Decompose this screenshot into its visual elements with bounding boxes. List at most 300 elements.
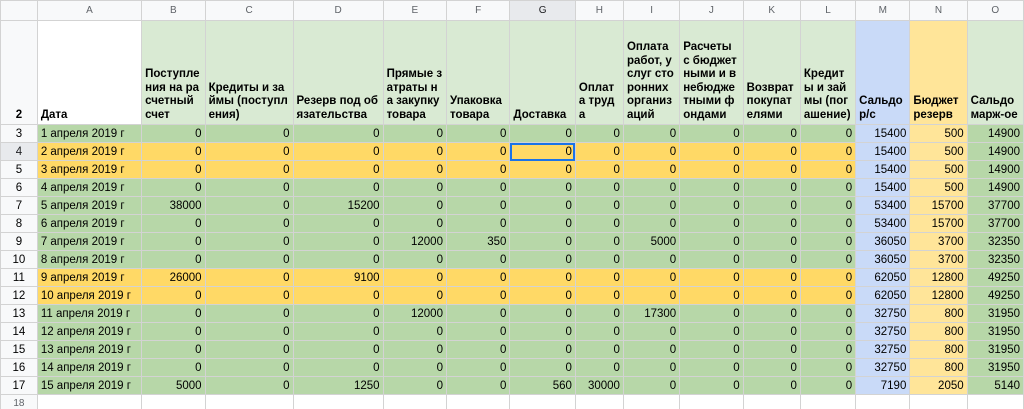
column-header-g[interactable]: G: [510, 1, 575, 21]
cell-f[interactable]: 0: [446, 323, 509, 341]
cell-i[interactable]: [623, 395, 679, 409]
cell-d[interactable]: 0: [293, 179, 383, 197]
header-cell-m[interactable]: Сальдо р/с: [856, 21, 910, 125]
table-row: [1, 359, 1024, 377]
cell-o[interactable]: 14900: [967, 143, 1023, 161]
cell-i[interactable]: 0: [623, 323, 679, 341]
cell-j[interactable]: 0: [680, 161, 743, 179]
cell-g[interactable]: 0: [510, 341, 575, 359]
cell-k[interactable]: 0: [743, 143, 800, 161]
column-header-e[interactable]: E: [383, 1, 446, 21]
cell-a[interactable]: 13 апреля 2019 г: [37, 341, 141, 359]
cell-c[interactable]: 0: [205, 161, 293, 179]
cell-j[interactable]: 0: [680, 125, 743, 143]
cell-b[interactable]: 5000: [142, 377, 205, 395]
cell-c[interactable]: 0: [205, 251, 293, 269]
cell-n[interactable]: 500: [910, 125, 967, 143]
cell-a[interactable]: 5 апреля 2019 г: [37, 197, 141, 215]
column-header-a[interactable]: A: [37, 1, 141, 21]
cell-j[interactable]: 0: [680, 269, 743, 287]
cell-i[interactable]: 0: [623, 359, 679, 377]
cell-f[interactable]: 0: [446, 197, 509, 215]
cell-h[interactable]: 0: [575, 143, 623, 161]
cell-k[interactable]: 0: [743, 251, 800, 269]
cell-c[interactable]: 0: [205, 305, 293, 323]
header-cell-k[interactable]: Возврат покупателями: [743, 21, 800, 125]
cell-l[interactable]: 0: [800, 359, 855, 377]
cell-d[interactable]: 0: [293, 161, 383, 179]
cell-m[interactable]: 15400: [856, 161, 910, 179]
cell-l[interactable]: 0: [800, 323, 855, 341]
column-header-row: [1, 1, 1024, 21]
cell-g[interactable]: 0: [510, 143, 575, 161]
row-number[interactable]: 7: [1, 197, 38, 215]
cell-g[interactable]: 0: [510, 233, 575, 251]
cell-m[interactable]: [856, 395, 910, 409]
cell-h[interactable]: 0: [575, 269, 623, 287]
cell-h[interactable]: 0: [575, 359, 623, 377]
cell-a[interactable]: 3 апреля 2019 г: [37, 161, 141, 179]
cell-n[interactable]: 12800: [910, 269, 967, 287]
cell-i[interactable]: 0: [623, 179, 679, 197]
header-cell-l[interactable]: Кредиты и займы (погашение): [800, 21, 855, 125]
cell-n[interactable]: 800: [910, 359, 967, 377]
cell-m[interactable]: 53400: [856, 197, 910, 215]
cell-i[interactable]: 5000: [623, 233, 679, 251]
cell-d[interactable]: 9100: [293, 269, 383, 287]
column-header-c[interactable]: C: [205, 1, 293, 21]
cell-d[interactable]: 15200: [293, 197, 383, 215]
cell-l[interactable]: 0: [800, 125, 855, 143]
row-number[interactable]: 18: [1, 395, 38, 409]
table-row: [1, 251, 1024, 269]
cell-h[interactable]: 0: [575, 233, 623, 251]
cell-a[interactable]: 11 апреля 2019 г: [37, 305, 141, 323]
cell-h[interactable]: 0: [575, 161, 623, 179]
cell-n[interactable]: 2050: [910, 377, 967, 395]
table-row: [1, 323, 1024, 341]
cell-k[interactable]: 0: [743, 125, 800, 143]
cell-k[interactable]: 0: [743, 341, 800, 359]
cell-l[interactable]: 0: [800, 161, 855, 179]
cell-h[interactable]: 0: [575, 323, 623, 341]
cell-i[interactable]: 0: [623, 197, 679, 215]
cell-f[interactable]: 0: [446, 161, 509, 179]
cell-k[interactable]: 0: [743, 269, 800, 287]
cell-n[interactable]: 800: [910, 341, 967, 359]
cell-h[interactable]: 0: [575, 305, 623, 323]
row-number[interactable]: 13: [1, 305, 38, 323]
cell-d[interactable]: 0: [293, 233, 383, 251]
cell-c[interactable]: 0: [205, 269, 293, 287]
cell-k[interactable]: 0: [743, 233, 800, 251]
cell-m[interactable]: 36050: [856, 233, 910, 251]
cell-g[interactable]: [510, 395, 575, 409]
cell-o[interactable]: 31950: [967, 359, 1023, 377]
cell-f[interactable]: 0: [446, 251, 509, 269]
cell-a[interactable]: 12 апреля 2019 г: [37, 323, 141, 341]
cell-l[interactable]: 0: [800, 269, 855, 287]
cell-d[interactable]: 0: [293, 215, 383, 233]
cell-b[interactable]: 0: [142, 161, 205, 179]
cell-b[interactable]: 0: [142, 323, 205, 341]
cell-j[interactable]: 0: [680, 305, 743, 323]
cell-m[interactable]: 32750: [856, 359, 910, 377]
row-number[interactable]: 11: [1, 269, 38, 287]
cell-m[interactable]: 7190: [856, 377, 910, 395]
cell-c[interactable]: 0: [205, 359, 293, 377]
cell-a[interactable]: 7 апреля 2019 г: [37, 233, 141, 251]
cell-g[interactable]: 0: [510, 215, 575, 233]
cell-i[interactable]: 0: [623, 287, 679, 305]
header-cell-n[interactable]: Бюджет резерв: [910, 21, 967, 125]
cell-d[interactable]: 0: [293, 251, 383, 269]
cell-b[interactable]: 38000: [142, 197, 205, 215]
row-number[interactable]: 15: [1, 341, 38, 359]
cell-k[interactable]: 0: [743, 359, 800, 377]
cell-i[interactable]: 0: [623, 269, 679, 287]
cell-o[interactable]: 14900: [967, 161, 1023, 179]
cell-b[interactable]: 0: [142, 233, 205, 251]
cell-h[interactable]: 0: [575, 179, 623, 197]
cell-o[interactable]: 31950: [967, 323, 1023, 341]
cell-e[interactable]: 0: [383, 143, 446, 161]
cell-d[interactable]: 0: [293, 341, 383, 359]
cell-l[interactable]: 0: [800, 215, 855, 233]
cell-c[interactable]: 0: [205, 143, 293, 161]
cell-j[interactable]: 0: [680, 197, 743, 215]
cell-a[interactable]: 6 апреля 2019 г: [37, 215, 141, 233]
cell-f[interactable]: 0: [446, 305, 509, 323]
cell-m[interactable]: 62050: [856, 269, 910, 287]
row-number[interactable]: 17: [1, 377, 38, 395]
cell-m[interactable]: 53400: [856, 215, 910, 233]
cell-n[interactable]: 800: [910, 305, 967, 323]
header-cell-j[interactable]: Расчеты с бюджетными и внебюджетными фондами: [680, 21, 743, 125]
cell-e[interactable]: 12000: [383, 305, 446, 323]
cell-o[interactable]: 32350: [967, 251, 1023, 269]
cell-e[interactable]: 0: [383, 323, 446, 341]
table-row: [1, 233, 1024, 251]
cell-g[interactable]: 0: [510, 287, 575, 305]
cell-k[interactable]: 0: [743, 323, 800, 341]
column-header-n[interactable]: N: [910, 1, 967, 21]
row-number[interactable]: 4: [1, 143, 38, 161]
cell-l[interactable]: 0: [800, 233, 855, 251]
header-cell-e[interactable]: Прямые затраты на закупку товара: [383, 21, 446, 125]
cell-c[interactable]: 0: [205, 215, 293, 233]
cell-k[interactable]: 0: [743, 161, 800, 179]
column-header-i[interactable]: I: [623, 1, 679, 21]
cell-b[interactable]: 0: [142, 341, 205, 359]
header-cell-b[interactable]: Поступления на расчетный счет: [142, 21, 205, 125]
cell-j[interactable]: 0: [680, 287, 743, 305]
column-header-k[interactable]: K: [743, 1, 800, 21]
cell-e[interactable]: 0: [383, 377, 446, 395]
cell-c[interactable]: 0: [205, 125, 293, 143]
cell-d[interactable]: 1250: [293, 377, 383, 395]
cell-h[interactable]: 0: [575, 215, 623, 233]
cell-a[interactable]: [37, 395, 141, 409]
row-number[interactable]: 9: [1, 233, 38, 251]
cell-c[interactable]: [205, 395, 293, 409]
cell-e[interactable]: [383, 395, 446, 409]
cell-d[interactable]: 0: [293, 305, 383, 323]
cell-o[interactable]: 5140: [967, 377, 1023, 395]
cell-o[interactable]: 31950: [967, 341, 1023, 359]
cell-f[interactable]: 0: [446, 341, 509, 359]
cell-m[interactable]: 62050: [856, 287, 910, 305]
header-cell-o[interactable]: Сальдо марж-ое: [967, 21, 1023, 125]
cell-n[interactable]: 500: [910, 143, 967, 161]
cell-f[interactable]: 0: [446, 143, 509, 161]
cell-h[interactable]: 0: [575, 125, 623, 143]
cell-n[interactable]: 500: [910, 179, 967, 197]
cell-d[interactable]: 0: [293, 323, 383, 341]
cell-c[interactable]: 0: [205, 323, 293, 341]
cell-d[interactable]: 0: [293, 287, 383, 305]
cell-j[interactable]: 0: [680, 179, 743, 197]
cell-i[interactable]: 0: [623, 215, 679, 233]
cell-g[interactable]: 0: [510, 161, 575, 179]
header-cell-c[interactable]: Кредиты и займы (поступления): [205, 21, 293, 125]
cell-i[interactable]: 0: [623, 341, 679, 359]
cell-i[interactable]: 0: [623, 161, 679, 179]
cell-h[interactable]: 30000: [575, 377, 623, 395]
table-row: [1, 305, 1024, 323]
cell-e[interactable]: 0: [383, 287, 446, 305]
cell-a[interactable]: 8 апреля 2019 г: [37, 251, 141, 269]
cell-c[interactable]: 0: [205, 341, 293, 359]
cell-a[interactable]: 4 апреля 2019 г: [37, 179, 141, 197]
cell-i[interactable]: 0: [623, 251, 679, 269]
cell-i[interactable]: 0: [623, 377, 679, 395]
cell-e[interactable]: 0: [383, 161, 446, 179]
cell-b[interactable]: 0: [142, 125, 205, 143]
header-cell-i[interactable]: Оплата работ, услуг сторонних организаций: [623, 21, 679, 125]
cell-l[interactable]: 0: [800, 377, 855, 395]
cell-e[interactable]: 0: [383, 341, 446, 359]
select-all-corner[interactable]: [1, 1, 38, 21]
cell-o[interactable]: 31950: [967, 305, 1023, 323]
cell-h[interactable]: 0: [575, 341, 623, 359]
cell-o[interactable]: 37700: [967, 197, 1023, 215]
cell-j[interactable]: 0: [680, 215, 743, 233]
cell-l[interactable]: 0: [800, 305, 855, 323]
cell-l[interactable]: 0: [800, 143, 855, 161]
table-row: [1, 161, 1024, 179]
cell-j[interactable]: 0: [680, 233, 743, 251]
cell-m[interactable]: 15400: [856, 179, 910, 197]
column-header-l[interactable]: L: [800, 1, 855, 21]
row-number[interactable]: 10: [1, 251, 38, 269]
cell-j[interactable]: 0: [680, 251, 743, 269]
cell-i[interactable]: 17300: [623, 305, 679, 323]
column-header-h[interactable]: H: [575, 1, 623, 21]
column-header-d[interactable]: D: [293, 1, 383, 21]
cell-o[interactable]: 14900: [967, 125, 1023, 143]
cell-k[interactable]: [743, 395, 800, 409]
cell-k[interactable]: 0: [743, 377, 800, 395]
cell-m[interactable]: 32750: [856, 341, 910, 359]
row-number[interactable]: 6: [1, 179, 38, 197]
cell-e[interactable]: 0: [383, 197, 446, 215]
cell-d[interactable]: 0: [293, 125, 383, 143]
cell-o[interactable]: [967, 395, 1023, 409]
cell-b[interactable]: 0: [142, 305, 205, 323]
cell-j[interactable]: [680, 395, 743, 409]
cell-l[interactable]: [800, 395, 855, 409]
cell-m[interactable]: 32750: [856, 323, 910, 341]
cell-c[interactable]: 0: [205, 287, 293, 305]
cell-b[interactable]: 0: [142, 359, 205, 377]
header-cell-g[interactable]: Доставка: [510, 21, 575, 125]
cell-k[interactable]: 0: [743, 287, 800, 305]
cell-f[interactable]: 0: [446, 287, 509, 305]
cell-l[interactable]: 0: [800, 287, 855, 305]
cell-b[interactable]: 0: [142, 215, 205, 233]
column-header-o[interactable]: O: [967, 1, 1023, 21]
cell-g[interactable]: 0: [510, 359, 575, 377]
column-header-j[interactable]: J: [680, 1, 743, 21]
column-header-m[interactable]: M: [856, 1, 910, 21]
row-number[interactable]: 2: [1, 21, 38, 125]
row-number[interactable]: 5: [1, 161, 38, 179]
cell-b[interactable]: 0: [142, 179, 205, 197]
cell-l[interactable]: 0: [800, 179, 855, 197]
empty-row: [1, 395, 1024, 409]
cell-o[interactable]: 49250: [967, 287, 1023, 305]
cell-h[interactable]: [575, 395, 623, 409]
cell-n[interactable]: 3700: [910, 251, 967, 269]
row-number[interactable]: 12: [1, 287, 38, 305]
cell-a[interactable]: 2 апреля 2019 г: [37, 143, 141, 161]
cell-c[interactable]: 0: [205, 197, 293, 215]
cell-e[interactable]: 0: [383, 251, 446, 269]
cell-e[interactable]: 12000: [383, 233, 446, 251]
table-row: [1, 197, 1024, 215]
cell-f[interactable]: 0: [446, 125, 509, 143]
cell-j[interactable]: 0: [680, 341, 743, 359]
table-row: [1, 125, 1024, 143]
cell-j[interactable]: 0: [680, 377, 743, 395]
row-number[interactable]: 8: [1, 215, 38, 233]
cell-j[interactable]: 0: [680, 323, 743, 341]
cell-g[interactable]: 0: [510, 323, 575, 341]
cell-b[interactable]: 0: [142, 287, 205, 305]
cell-m[interactable]: 32750: [856, 305, 910, 323]
cell-a[interactable]: 14 апреля 2019 г: [37, 359, 141, 377]
cell-d[interactable]: [293, 395, 383, 409]
cell-d[interactable]: 0: [293, 143, 383, 161]
header-cell-f[interactable]: Упаковка товара: [446, 21, 509, 125]
cell-f[interactable]: 0: [446, 269, 509, 287]
cell-k[interactable]: 0: [743, 215, 800, 233]
cell-e[interactable]: 0: [383, 215, 446, 233]
cell-b[interactable]: 0: [142, 251, 205, 269]
cell-h[interactable]: 0: [575, 251, 623, 269]
cell-o[interactable]: 37700: [967, 215, 1023, 233]
cell-l[interactable]: 0: [800, 197, 855, 215]
cell-b[interactable]: [142, 395, 205, 409]
table-row: [1, 377, 1024, 395]
cell-k[interactable]: 0: [743, 197, 800, 215]
cell-o[interactable]: 14900: [967, 179, 1023, 197]
cell-g[interactable]: 0: [510, 269, 575, 287]
cell-c[interactable]: 0: [205, 179, 293, 197]
cell-g[interactable]: 560: [510, 377, 575, 395]
cell-b[interactable]: 26000: [142, 269, 205, 287]
cell-g[interactable]: 0: [510, 125, 575, 143]
row-number[interactable]: 3: [1, 125, 38, 143]
cell-g[interactable]: 0: [510, 305, 575, 323]
cell-g[interactable]: 0: [510, 197, 575, 215]
header-cell-a[interactable]: Дата: [37, 21, 141, 125]
cell-f[interactable]: 350: [446, 233, 509, 251]
cell-g[interactable]: 0: [510, 251, 575, 269]
cell-h[interactable]: 0: [575, 197, 623, 215]
cell-g[interactable]: 0: [510, 179, 575, 197]
header-cell-h[interactable]: Оплата труда: [575, 21, 623, 125]
cell-e[interactable]: 0: [383, 359, 446, 377]
header-cell-d[interactable]: Резерв под обязательства: [293, 21, 383, 125]
column-header-f[interactable]: F: [446, 1, 509, 21]
cell-a[interactable]: 10 апреля 2019 г: [37, 287, 141, 305]
cell-l[interactable]: 0: [800, 251, 855, 269]
cell-o[interactable]: 32350: [967, 233, 1023, 251]
cell-f[interactable]: 0: [446, 215, 509, 233]
cell-f[interactable]: [446, 395, 509, 409]
cell-n[interactable]: 15700: [910, 215, 967, 233]
cell-a[interactable]: 15 апреля 2019 г: [37, 377, 141, 395]
cell-i[interactable]: 0: [623, 143, 679, 161]
cell-n[interactable]: 12800: [910, 287, 967, 305]
cell-n[interactable]: 3700: [910, 233, 967, 251]
cell-i[interactable]: 0: [623, 125, 679, 143]
cell-c[interactable]: 0: [205, 233, 293, 251]
table-row: [1, 287, 1024, 305]
cell-e[interactable]: 0: [383, 179, 446, 197]
cell-a[interactable]: 1 апреля 2019 г: [37, 125, 141, 143]
cell-o[interactable]: 49250: [967, 269, 1023, 287]
cell-m[interactable]: 15400: [856, 125, 910, 143]
cell-f[interactable]: 0: [446, 359, 509, 377]
cell-e[interactable]: 0: [383, 125, 446, 143]
row-number[interactable]: 16: [1, 359, 38, 377]
cell-b[interactable]: 0: [142, 143, 205, 161]
cell-n[interactable]: [910, 395, 967, 409]
cell-f[interactable]: 0: [446, 377, 509, 395]
cell-f[interactable]: 0: [446, 179, 509, 197]
cell-m[interactable]: 36050: [856, 251, 910, 269]
cell-j[interactable]: 0: [680, 143, 743, 161]
cell-k[interactable]: 0: [743, 305, 800, 323]
cell-n[interactable]: 15700: [910, 197, 967, 215]
cell-j[interactable]: 0: [680, 359, 743, 377]
cell-c[interactable]: 0: [205, 377, 293, 395]
row-number[interactable]: 14: [1, 323, 38, 341]
column-header-b[interactable]: B: [142, 1, 205, 21]
cell-n[interactable]: 500: [910, 161, 967, 179]
cell-l[interactable]: 0: [800, 341, 855, 359]
cell-a[interactable]: 9 апреля 2019 г: [37, 269, 141, 287]
cell-n[interactable]: 800: [910, 323, 967, 341]
cell-m[interactable]: 15400: [856, 143, 910, 161]
cell-e[interactable]: 0: [383, 269, 446, 287]
cell-d[interactable]: 0: [293, 359, 383, 377]
cell-h[interactable]: 0: [575, 287, 623, 305]
cell-k[interactable]: 0: [743, 179, 800, 197]
